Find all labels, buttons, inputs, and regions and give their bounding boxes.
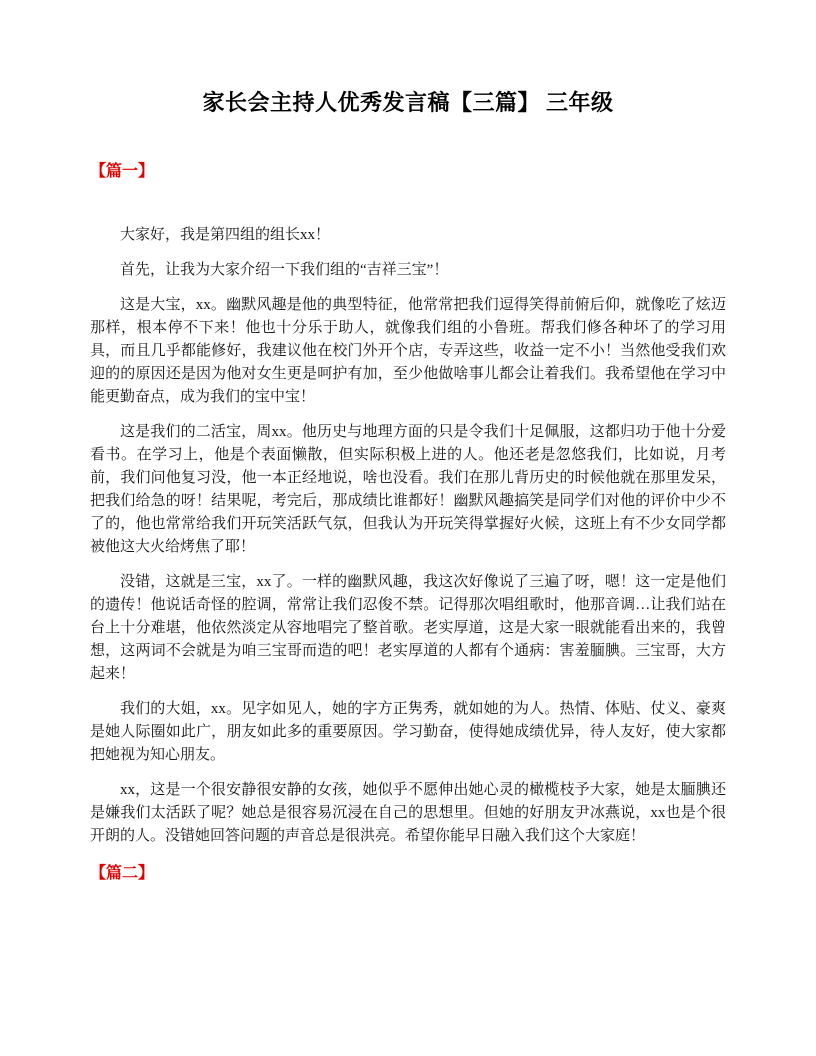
section-1 bbox=[90, 162, 726, 848]
section-2 bbox=[90, 864, 726, 884]
paragraph: xx，这是一个很安静很安静的女孩，她似乎不愿伸出她心灵的橄榄枝予大家，她是太腼腆还是嫌我们太活跃了呢？她总是很容易沉浸在自己的思想里。但她的好朋友尹冰燕说，xx也是个很开朗的人。没错她回答问题的声音总是很洪亮。希望你能早日融入我们这个大家庭！ bbox=[90, 782, 726, 844]
section-2-label: 【篇二】 bbox=[90, 865, 155, 882]
paragraph: 这是大宝，xx。幽默风趣是他的典型特征，他常常把我们逗得笑得前俯后仰，就像吃了炫迈那样，根本停不下来！他也十分乐于助人，就像我们组的小鲁班。帮我们修各种坏了的学习用具，而且几乎都能修好，我建议他在校门外开个店，专弄这些，收益一定不小！当然他受我们欢迎的的原因还是因为他对女生更是呵护有加，至少他做啥事儿都会让着我们。我希望他在学习中能更勤奋点，成为我们的宝中宝！ bbox=[90, 297, 726, 405]
paragraph: 这是我们的二活宝，周xx。他历史与地理方面的只是令我们十足佩服，这都归功于他十分爱看书。在学习上，他是个表面懒散，但实际积极上进的人。他还老是忽悠我们，比如说，月考前，我们问他复习没，他一本正经地说，啥也没看。我们在那儿背历史的时候他就在那里发呆，把我们给急的呀！结果呢，考完后，那成绩比谁都好！幽默风趣搞笑是同学们对他的评价中少不了的，他也常常给我们开玩笑活跃气氛，但我认为开玩笑得掌握好火候，这班上有不少女同学都被他这大火给烤焦了耶！ bbox=[90, 424, 726, 555]
paragraph: 大家好，我是第四组的组长xx！ bbox=[120, 227, 331, 243]
paragraph: 首先，让我为大家介绍一下我们组的“吉祥三宝”！ bbox=[120, 262, 449, 278]
document-title: 家长会主持人优秀发言稿【三篇】 三年级 bbox=[202, 90, 614, 115]
paragraph: 我们的大姐，xx。见字如见人，她的字方正隽秀，就如她的为人。热情、体贴、仗义、豪爽是她人际圈如此广，朋友如此多的重要原因。学习勤奋，使得她成绩优异，待人友好，使大家都把她视为知心朋友。 bbox=[90, 701, 726, 763]
section-1-label: 【篇一】 bbox=[90, 163, 155, 180]
paragraph: 没错，这就是三宝，xx了。一样的幽默风趣，我这次好像说了三遍了呀，嗯！这一定是他们的遗传！他说话奇怪的腔调，常常让我们忍俊不禁。记得那次唱组歌时，他那音调…让我们站在台上十分难堪，他依然淡定从容地唱完了整首歌。老实厚道，这是大家一眼就能看出来的，我曾想，这两词不会就是为咱三宝哥而造的吧！老实厚道的人都有个通病：害羞腼腆。三宝哥，大方起来！ bbox=[90, 574, 726, 682]
